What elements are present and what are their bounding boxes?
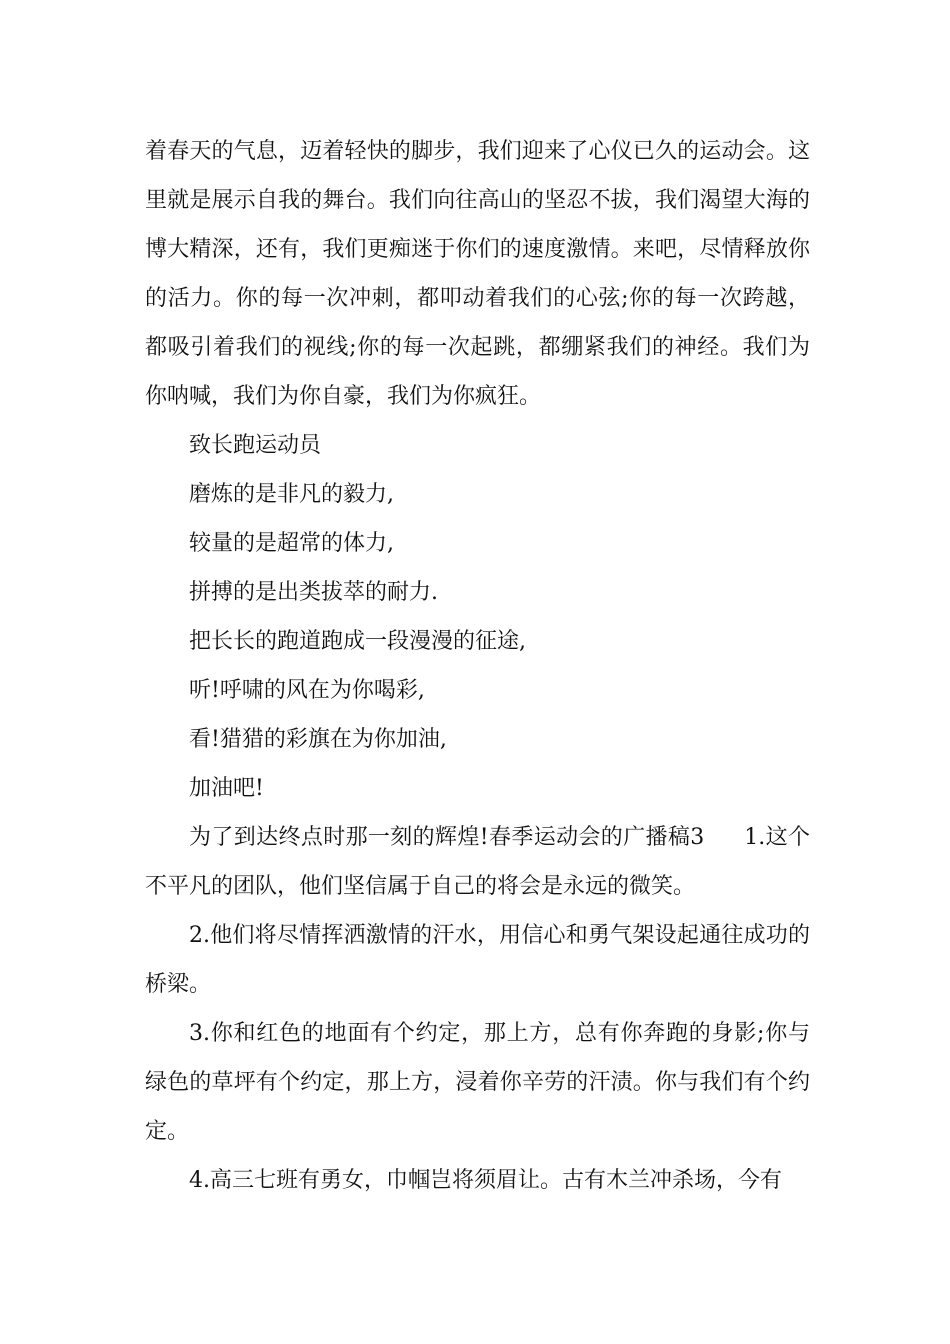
section-3-item-1: 1.这个不平凡的团队，他们坚信属于自己的将会是永远的微笑。	[145, 825, 810, 899]
poem-title: 致长跑运动员	[189, 433, 322, 458]
poem-line-6: 看!猎猎的彩旗在为你加油,	[189, 727, 447, 752]
poem-line-3: 拼搏的是出类拔萃的耐力.	[189, 580, 438, 605]
poem-line-7: 加油吧!	[189, 776, 264, 801]
item-2-paragraph: 2.他们将尽情挥洒激情的汗水，用信心和勇气架设起通往成功的桥梁。	[145, 923, 810, 997]
poem-line-4: 把长长的跑道跑成一段漫漫的征途,	[189, 629, 526, 654]
item-3-paragraph: 3.你和红色的地面有个约定，那上方，总有你奔跑的身影;你与绿色的草坪有个约定，那上方，浸着你辛劳的汗渍。你与我们有个约定。	[145, 1021, 810, 1144]
document-page	[145, 127, 810, 1205]
item-4-paragraph: 4.高三七班有勇女，巾帼岂将须眉让。古有木兰冲杀场，今有	[189, 1168, 782, 1193]
section-3-paragraph	[145, 813, 810, 911]
section-3-lead: 为了到达终点时那一刻的辉煌!春季运动会的广播稿3	[189, 825, 705, 850]
poem-line-2: 较量的是超常的体力,	[189, 531, 394, 556]
poem-line-5: 听!呼啸的风在为你喝彩,	[189, 678, 425, 703]
paragraph-opening: 着春天的气息，迈着轻快的脚步，我们迎来了心仪已久的运动会。这里就是展示自我的舞台。我们向往高山的坚忍不拔，我们渴望大海的博大精深，还有，我们更痴迷于你们的速度激情。来吧，尽情释放你的活力。你的每一次冲刺，都叩动着我们的心弦;你的每一次跨越，都吸引着我们的视线;你的每一次起跳，都绷紧我们的神经。我们为你呐喊，我们为你自豪，我们为你疯狂。	[145, 139, 810, 409]
poem-line-1: 磨炼的是非凡的毅力,	[189, 482, 394, 507]
